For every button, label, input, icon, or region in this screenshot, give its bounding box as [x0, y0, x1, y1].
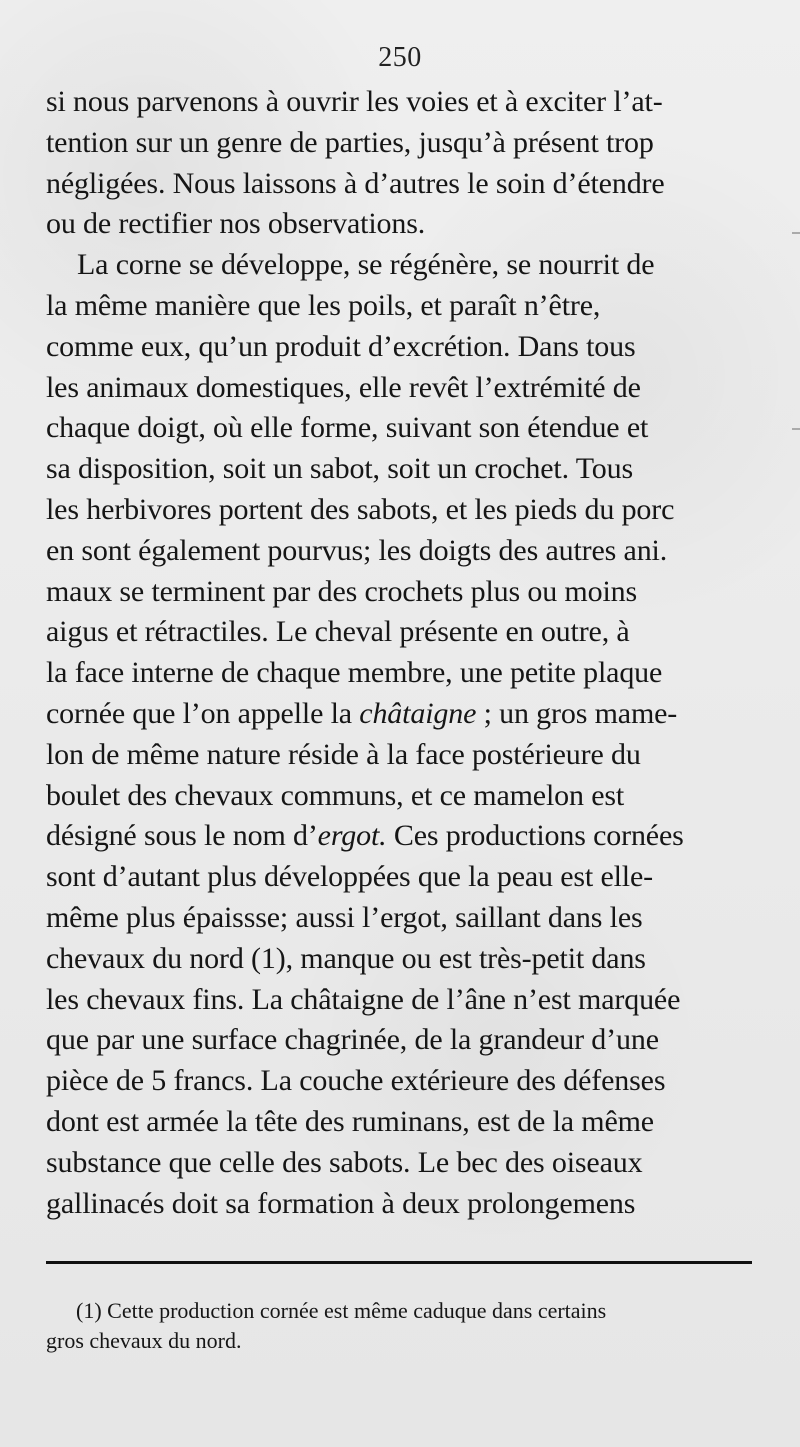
- footnote: [46, 1296, 764, 1356]
- body-line: dont est armée la tête des ruminans, est de la même: [46, 1104, 654, 1138]
- body-line: les animaux domestiques, elle revêt l’extrémité de: [46, 370, 641, 404]
- footnote-line: (1) Cette production cornée est même caduque dans certains: [76, 1298, 607, 1323]
- line-text: cornée que l’on appelle la: [46, 696, 360, 730]
- body-line: chevaux du nord (1), manque ou est très-petit dans: [46, 941, 646, 975]
- body-line: substance que celle des sabots. Le bec des oiseaux: [46, 1145, 643, 1179]
- line-text: désigné sous le nom d’: [46, 819, 318, 853]
- body-line: même plus épaissse; aussi l’ergot, saillant dans les: [46, 900, 643, 934]
- body-line: sa disposition, soit un sabot, soit un crochet. Tous: [46, 452, 634, 486]
- body-line: sont d’autant plus développées que la peau est elle-: [46, 860, 653, 894]
- body-line-with-italic: [46, 816, 760, 857]
- edge-mark: [792, 428, 800, 430]
- body-line: que par une surface chagrinée, de la grandeur d’une: [46, 1023, 659, 1057]
- page-number: 250: [378, 42, 422, 73]
- body-line: tention sur un genre de parties, jusqu’à présent trop: [46, 125, 654, 159]
- body-line: les herbivores portent des sabots, et les pieds du porc: [46, 492, 675, 526]
- paragraph-start-line: La corne se développe, se régénère, se nourrit de: [77, 248, 655, 282]
- line-text: ; un gros mame-: [476, 696, 678, 730]
- body-line: pièce de 5 francs. La couche extérieure des défenses: [46, 1064, 666, 1098]
- body-line: la face interne de chaque membre, une petite plaque: [46, 656, 663, 690]
- edge-mark: [792, 232, 800, 234]
- body-line: ou de rectifier nos observations.: [46, 207, 426, 241]
- footnote-divider: [46, 1261, 752, 1264]
- body-line: chaque doigt, où elle forme, suivant son étendue et: [46, 411, 649, 445]
- line-text: Ces productions cornées: [386, 819, 684, 853]
- body-line: les chevaux fins. La châtaigne de l’âne n’est marquée: [46, 982, 681, 1016]
- body-line: en sont également pourvus; les doigts des autres ani.: [46, 533, 668, 567]
- body-line: aigus et rétractiles. Le cheval présente en outre, à: [46, 615, 630, 649]
- body-line: comme eux, qu’un produit d’excrétion. Dans tous: [46, 329, 636, 363]
- body-text: [46, 82, 760, 1224]
- body-line: gallinacés doit sa formation à deux prolongemens: [46, 1186, 636, 1220]
- body-line: boulet des chevaux communs, et ce mamelon est: [46, 778, 625, 812]
- italic-term: ergot.: [317, 819, 387, 853]
- body-line: négligées. Nous laissons à d’autres le soin d’étendre: [46, 166, 665, 200]
- footnote-line: gros chevaux du nord.: [46, 1328, 242, 1353]
- body-line: si nous parvenons à ouvrir les voies et à exciter l’at-: [46, 85, 663, 118]
- italic-term: châtaigne: [359, 696, 477, 730]
- body-line: la même manière que les poils, et paraît n’être,: [46, 288, 601, 322]
- body-line: maux se terminent par des crochets plus ou moins: [46, 574, 637, 608]
- body-line-with-italic: [46, 694, 760, 735]
- body-line: lon de même nature réside à la face postérieure du: [46, 737, 641, 771]
